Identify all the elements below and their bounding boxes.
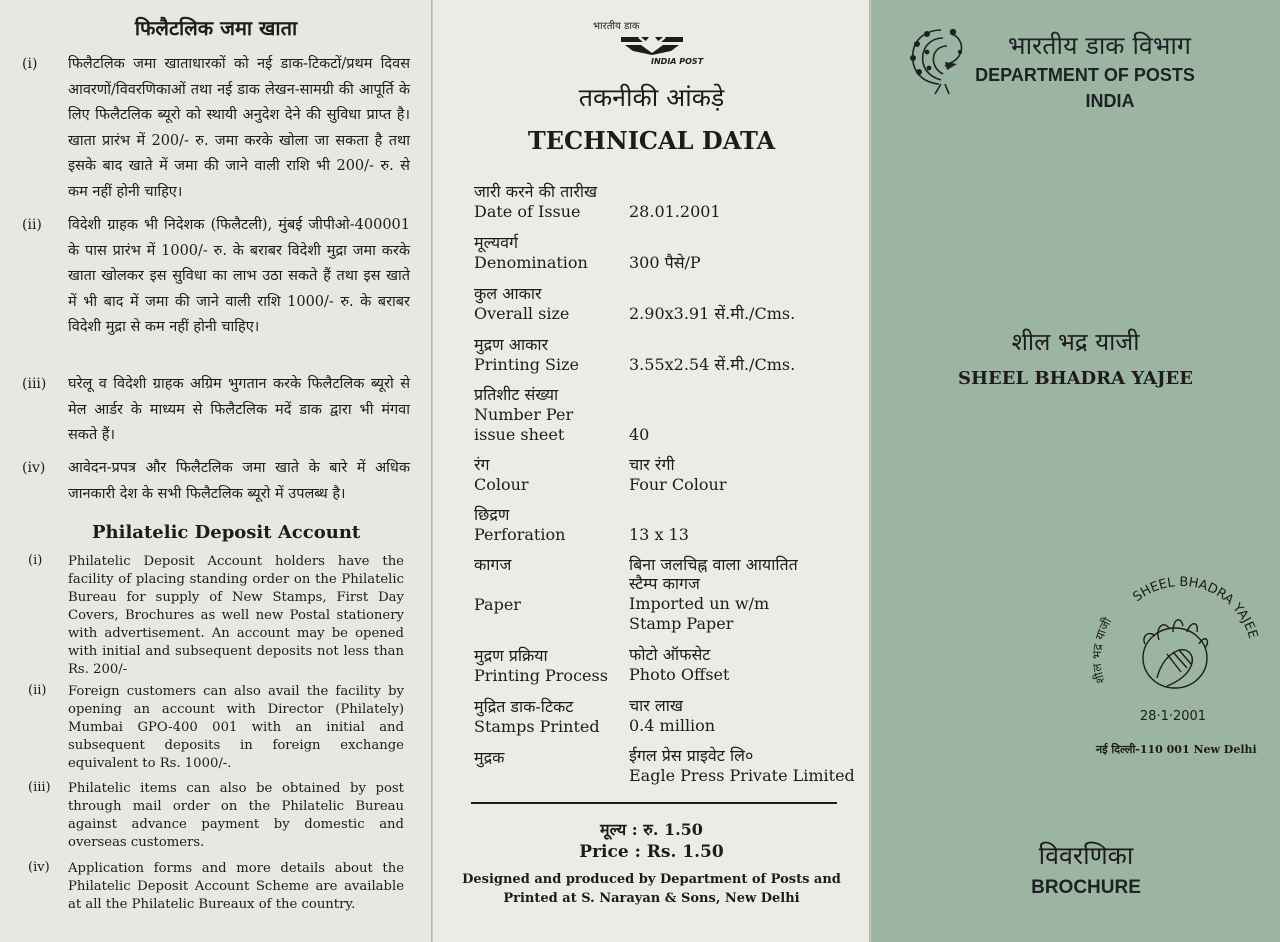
paper-value-hi-2: स्टैम्प कागज — [629, 574, 700, 593]
item-number: (iv) — [22, 460, 46, 476]
item-number: (iv) — [28, 860, 50, 875]
item-text: Application forms and more details about the Philatelic Deposit Account Scheme are available at all the Philatelic Bureaux of the country. — [68, 861, 404, 912]
item-text: घरेलू व विदेशी ग्राहक अग्रिम भुगतान करके फिलैटलिक ब्यूरो से मेल आर्डर के माध्यम से फिलैटलिक मदें डाक द्वारा भी मंगवा सकते हैं। — [68, 376, 410, 443]
credit-line — [433, 870, 870, 908]
printing-process-label-hi: मुद्रण प्रक्रिया — [474, 646, 548, 665]
technical-data-panel — [433, 0, 870, 942]
hindi-item-4 — [22, 456, 410, 507]
printing-size-value: 3.55x2.54 सें.मी./Cms. — [629, 355, 796, 374]
credit-line-2: Printed at S. Narayan & Sons, New Delhi — [503, 891, 800, 906]
brochure-label-hindi: विवरणिका — [1038, 841, 1134, 870]
overall-size-label: Overall size — [474, 304, 570, 323]
country-name: INDIA — [1085, 91, 1135, 111]
printer-value: Eagle Press Private Limited — [629, 766, 855, 785]
paper-value-hi: बिना जलचिह्न वाला आयातित — [629, 555, 798, 574]
denomination-label: Denomination — [474, 253, 588, 272]
brochure-cover-panel — [871, 0, 1280, 942]
cancellation-date: 28·1·2001 — [1139, 709, 1207, 724]
colour-label: Colour — [474, 475, 529, 494]
india-post-logo-text: INDIA POST — [651, 57, 704, 66]
stamps-printed-label: Stamps Printed — [474, 717, 600, 736]
brochure-label: BROCHURE — [1031, 877, 1141, 898]
denomination-value: 300 पैसे/P — [629, 253, 701, 272]
printing-size-label: Printing Size — [474, 355, 579, 374]
printing-process-label: Printing Process — [474, 666, 608, 685]
colour-label-hi: रंग — [474, 455, 490, 474]
cancellation-place: नई दिल्ली-110 001 New Delhi — [1096, 743, 1257, 756]
hindi-item-3 — [22, 372, 410, 449]
item-text: फिलैटलिक जमा खाताधारकों को नई डाक-टिकटों/प्रथम दिवस आवरणों/विवरणिकाओं तथा नई डाक लेखन-सामग्री की आपूर्ति के लिए फिलैटलिक ब्यूरो को स्थायी अनुदेश देने की सुविधा प्राप्त है। खाता प्रारंभ में 200/- रु. जमा करके खोला जा सकता है तथा इसके बाद खाते में जमा की जाने वाली राशि भी 200/- रु. से कम नहीं होनी चाहिए। — [68, 56, 410, 200]
perforation-value: 13 x 13 — [629, 525, 689, 544]
cancellation-ring-text-hindi: शील भद्र याजी — [1089, 615, 1115, 686]
english-item-1 — [28, 553, 404, 679]
date-of-issue-label: Date of Issue — [474, 202, 581, 221]
item-text: Foreign customers can also avail the facility by opening an account with Director (Philately) Mumbai GPO-400 001 with an initial and subsequent deposits in foreign exchange equivalent to Rs. 1000/-. — [68, 684, 404, 771]
printing-size-label-hi: मुद्रण आकार — [474, 335, 549, 354]
paper-value: Imported un w/m — [629, 594, 770, 613]
sheet-count-value: 40 — [629, 425, 650, 444]
paper-label: Paper — [474, 595, 521, 614]
english-item-3 — [28, 780, 404, 852]
stamps-printed-value-hi: चार लाख — [629, 696, 684, 715]
item-text: विदेशी ग्राहक भी निदेशक (फिलैटली), मुंबई जीपीओ-400001 के पास प्रारंभ में 1000/- रु. के बराबर विदेशी मुद्रा जमा करके खाता खोलकर इस सुविधा का लाभ उठा सकते हैं तथा इस खाते में भी बाद में जमा की जाने वाली राशि 1000/- रु. के बराबर विदेशी मुद्रा से कम नहीं होनी चाहिए। — [68, 217, 410, 335]
price-hindi: मूल्य : रु. 1.50 — [600, 820, 703, 839]
perforation-label: Perforation — [474, 525, 566, 544]
india-post-logo-hindi: भारतीय डाक — [593, 21, 640, 32]
hindi-item-2 — [22, 213, 410, 341]
item-text: Philatelic Deposit Account holders have the facility of placing standing order on the Philatelic Bureau for supply of New Stamps, First Day Covers, Brochures as well new Postal stationery with advertisement. An account may be opened with initial and subsequent deposits not less than Rs. 200/- — [68, 554, 404, 677]
hindi-section-title: फिलैटलिक जमा खाता — [134, 16, 298, 40]
english-item-4 — [28, 860, 404, 914]
item-number: (iii) — [22, 376, 47, 392]
english-section-title: Philatelic Deposit Account — [92, 522, 361, 543]
date-of-issue-label-hi: जारी करने की तारीख — [474, 182, 598, 201]
subject-name: SHEEL BHADRA YAJEE — [958, 368, 1193, 389]
printer-value-hi: ईगल प्रेस प्राइवेट लि० — [629, 746, 754, 765]
hindi-title: तकनीकी आंकड़े — [578, 83, 725, 112]
svg-text:शील भद्र याजी — [1090, 614, 1115, 685]
item-number: (i) — [22, 56, 38, 72]
printer-label-hi: मुद्रक — [474, 748, 505, 767]
philatelic-deposit-panel — [0, 0, 432, 942]
stamps-printed-value: 0.4 million — [629, 716, 716, 735]
paper-value-2: Stamp Paper — [629, 614, 734, 633]
denomination-label-hi: मूल्यवर्ग — [474, 233, 519, 252]
department-name-hindi: भारतीय डाक विभाग — [1008, 31, 1191, 60]
technical-data-title: TECHNICAL DATA — [527, 126, 776, 155]
item-number: (iii) — [28, 780, 51, 795]
overall-size-label-hi: कुल आकार — [474, 284, 542, 303]
printing-process-value: Photo Offset — [629, 665, 730, 684]
printing-process-value-hi: फोटो ऑफसेट — [629, 645, 711, 664]
stamps-printed-label-hi: मुद्रित डाक-टिकट — [474, 697, 574, 716]
item-text: आवेदन-प्रपत्र और फिलैटलिक जमा खाते के बारे में अधिक जानकारी देश के सभी फिलैटलिक ब्यूरो में उपलब्ध है। — [68, 460, 410, 502]
credit-line-1: Designed and produced by Department of Posts and — [462, 872, 841, 887]
divider — [471, 802, 837, 804]
price: Price : Rs. 1.50 — [579, 842, 724, 862]
first-day-cancellation-icon — [1083, 570, 1263, 730]
colour-value: Four Colour — [629, 475, 727, 494]
department-name: DEPARTMENT OF POSTS — [975, 65, 1195, 85]
sheet-count-label-2: issue sheet — [474, 425, 565, 444]
date-of-issue-value: 28.01.2001 — [629, 202, 721, 221]
subject-name-hindi: शील भद्र याजी — [1011, 328, 1140, 356]
colour-value-hi: चार रंगी — [629, 455, 675, 474]
cancellation-ring-text: SHEEL BHADRA YAJEE — [1130, 574, 1261, 641]
india-post-logo-icon — [619, 33, 685, 55]
svg-text:SHEEL BHADRA YAJEE — [1130, 575, 1260, 641]
overall-size-value: 2.90x3.91 सें.मी./Cms. — [629, 304, 796, 323]
item-number: (i) — [28, 553, 43, 568]
item-text: Philatelic items can also be obtained by post through mail order on the Philatelic Bureau against advance payment by domestic and overseas customers. — [68, 781, 404, 850]
english-item-2 — [28, 683, 404, 773]
sheet-count-label: Number Per — [474, 405, 574, 424]
perforation-label-hi: छिद्रण — [474, 505, 510, 524]
item-number: (ii) — [22, 217, 42, 233]
sheet-count-label-hi: प्रतिशीट संख्या — [474, 385, 559, 404]
item-number: (ii) — [28, 683, 47, 698]
hindi-item-1 — [22, 52, 410, 205]
paper-label-hi: कागज — [474, 555, 512, 574]
